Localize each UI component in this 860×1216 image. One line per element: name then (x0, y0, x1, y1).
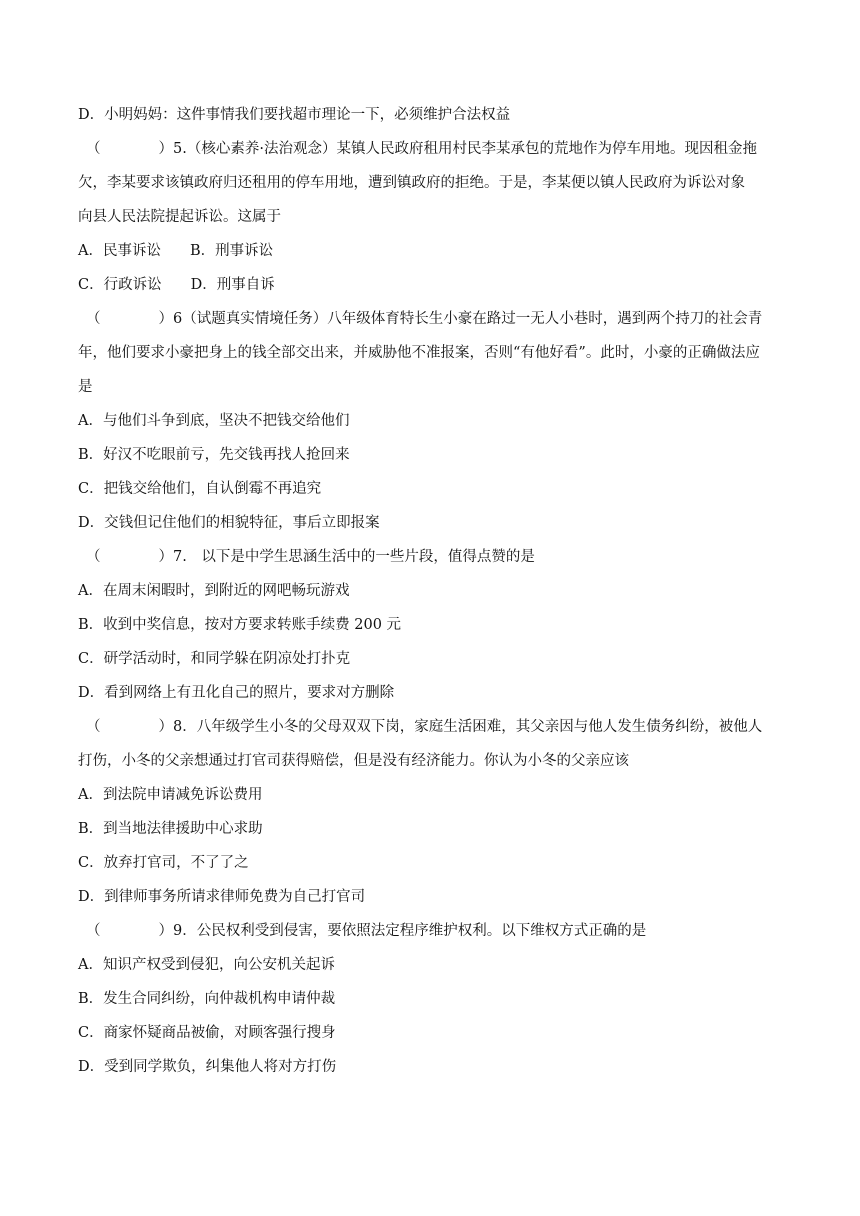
q6-option-d: D．交钱但记住他们的相貌特征，事后立即报案 (78, 515, 380, 531)
q7-option-a: A．在周末闲暇时，到附近的网吧畅玩游戏 (78, 583, 350, 599)
q8-option-d: D．到律师事务所请求律师免费为自己打官司 (78, 889, 366, 905)
q5-stem-line-2: 欠，李某要求该镇政府归还租用的停车用地，遭到镇政府的拒绝。于是，李某便以镇人民政府为诉讼对象 (78, 175, 745, 191)
q9-option-c: C．商家怀疑商品被偷，对顾客强行搜身 (78, 1025, 336, 1041)
q5-options-ab: A．民事诉讼 B．刑事诉讼 (78, 243, 274, 259)
q8-option-a: A．到法院申请减免诉讼费用 (78, 787, 263, 803)
q7-option-d: D．看到网络上有丑化自己的照片，要求对方删除 (78, 685, 395, 701)
q9-option-a: A．知识产权受到侵犯，向公安机关起诉 (78, 957, 335, 973)
q5-options-cd: C．行政诉讼 D．刑事自诉 (78, 277, 275, 293)
q8-stem-line-1: （ ）8．八年级学生小冬的父母双双下岗，家庭生活困难，其父亲因与他人发生债务纠纷，被他人 (86, 719, 763, 735)
q4-option-d: D．小明妈妈：这件事情我们要找超市理论一下，必须维护合法权益 (78, 107, 511, 123)
q8-option-c: C．放弃打官司，不了了之 (78, 855, 249, 871)
q5-stem-line-3: 向县人民法院提起诉讼。这属于 (78, 209, 281, 225)
q8-stem-line-2: 打伤，小冬的父亲想通过打官司获得赔偿，但是没有经济能力。你认为小冬的父亲应该 (78, 753, 629, 769)
q6-stem-line-2: 年，他们要求小豪把身上的钱全部交出来，并威胁他不准报案，否则“有他好看”。此时，小豪的正确做法应 (78, 345, 760, 361)
q6-option-c: C．把钱交给他们，自认倒霉不再追究 (78, 481, 322, 497)
q9-option-d: D．受到同学欺负，纠集他人将对方打伤 (78, 1059, 337, 1075)
q9-stem: （ ）9．公民权利受到侵害，要依照法定程序维护权利。以下维权方式正确的是 (86, 923, 647, 939)
q7-stem: （ ）7. 以下是中学生思涵生活中的一些片段，值得点赞的是 (86, 549, 535, 565)
q7-option-c: C．研学活动时，和同学躲在阴凉处打扑克 (78, 651, 351, 667)
q6-option-a: A．与他们斗争到底，坚决不把钱交给他们 (78, 413, 350, 429)
q6-stem-line-3: 是 (78, 379, 93, 395)
q8-option-b: B．到当地法律援助中心求助 (78, 821, 263, 837)
q9-option-b: B．发生合同纠纷，向仲裁机构申请仲裁 (78, 991, 336, 1007)
q6-stem-line-1: （ ）6（试题真实情境任务）八年级体育特长生小豪在路过一无人小巷时，遇到两个持刀的社会青 (86, 311, 763, 327)
q7-option-b: B．收到中奖信息，按对方要求转账手续费 200 元 (78, 617, 402, 633)
q6-option-b: B．好汉不吃眼前亏，先交钱再找人抢回来 (78, 447, 350, 463)
q5-stem-line-1: （ ）5.（核心素养·法治观念）某镇人民政府租用村民李某承包的荒地作为停车用地。现因租金拖 (86, 141, 757, 157)
